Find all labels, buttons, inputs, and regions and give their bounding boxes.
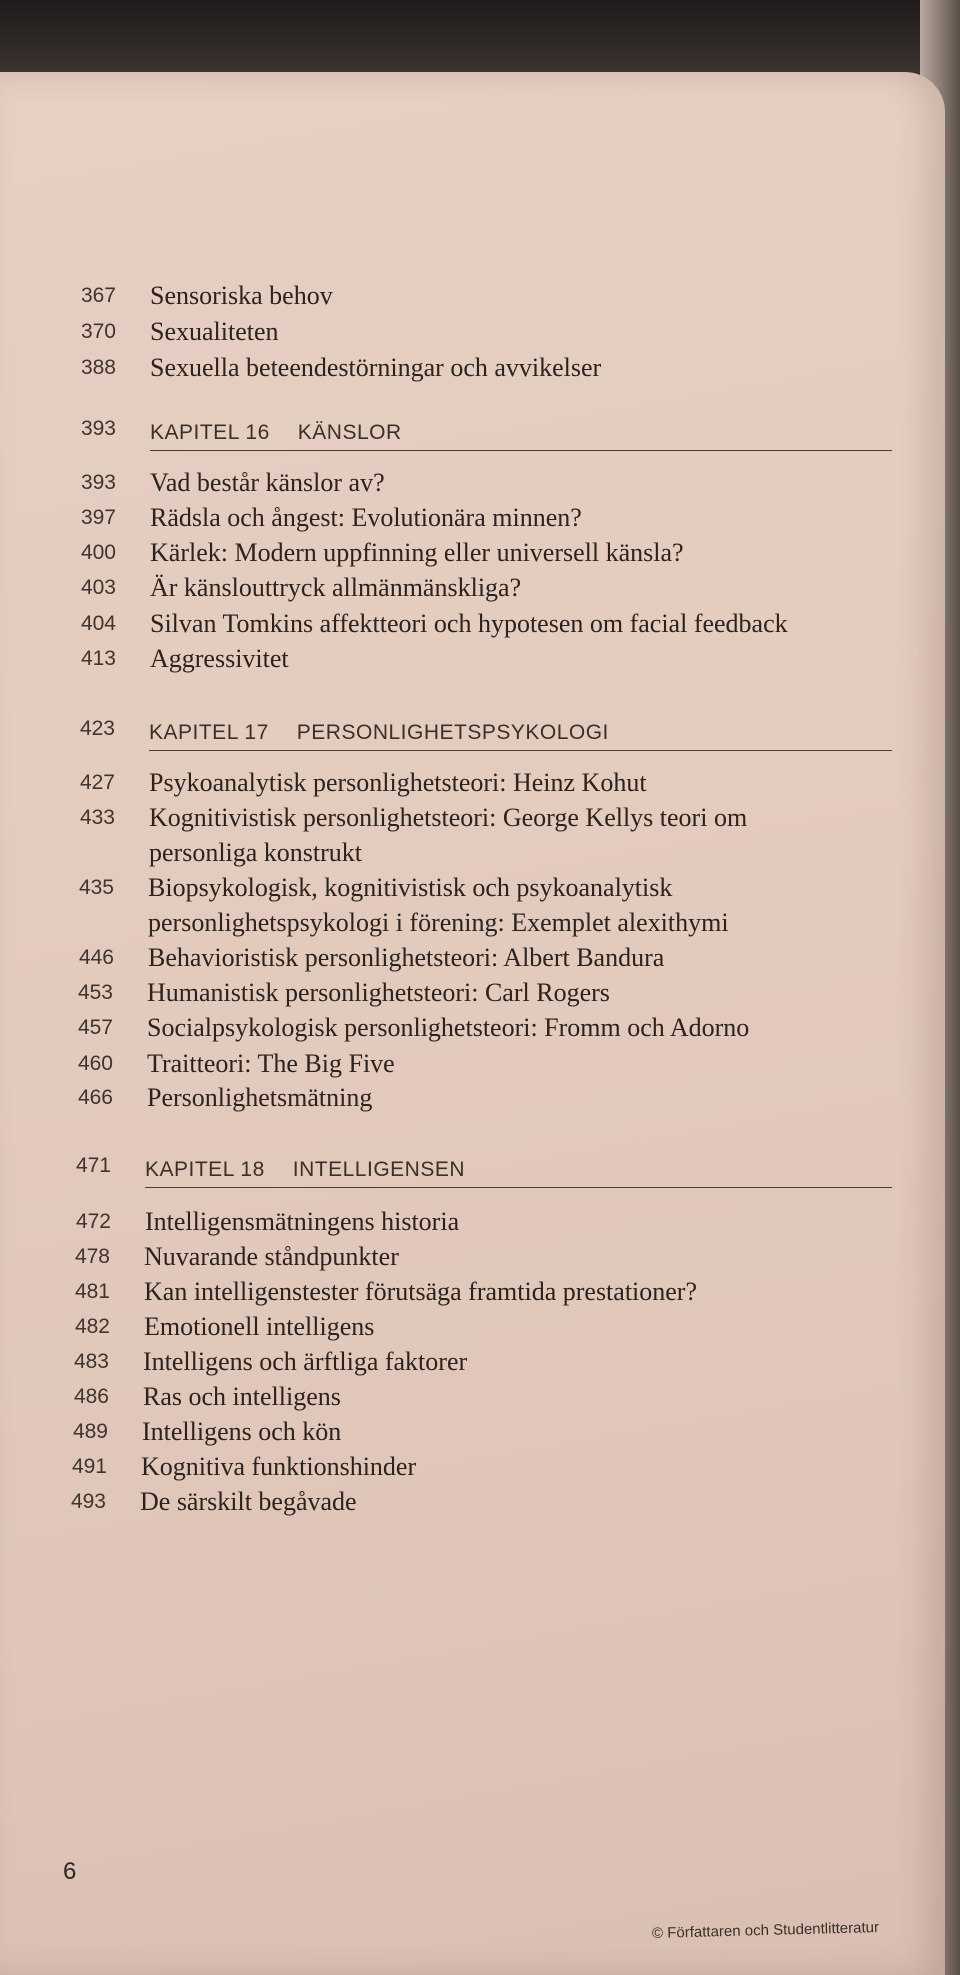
chapter-name: PERSONLIGHETSPSYKOLOGI (296, 721, 609, 744)
toc-page-number: 481 (74, 1280, 110, 1303)
toc-page-number: 435 (78, 876, 114, 899)
toc-entry-line: Kognitivistisk personlighetsteori: George Kellys teori om (149, 803, 748, 832)
toc-entry-title (142, 1414, 341, 1449)
toc-entry-title (147, 1046, 395, 1081)
toc-entry-line: personliga konstrukt (149, 838, 363, 867)
toc-entry-line: Sensoriska behov (150, 281, 333, 310)
toc-page-number: 493 (70, 1490, 106, 1513)
toc-entry-line: Traitteori: The Big Five (147, 1049, 395, 1078)
toc-entry-title (148, 870, 729, 940)
toc-entry-title (150, 350, 601, 385)
toc-entry-line: Silvan Tomkins affektteori och hypotesen om facial feedback (150, 609, 788, 638)
toc-entry-title (147, 1080, 372, 1115)
toc-page-number: 400 (80, 541, 116, 564)
chapter-label: KAPITEL 16 (150, 421, 270, 444)
toc-entry-title (147, 1010, 749, 1045)
toc-entry-line: Humanistisk personlighetsteori: Carl Rogers (147, 978, 610, 1007)
toc-entry-line: Personlighetsmätning (147, 1083, 373, 1112)
toc-entry-line: personlighetspsykologi i förening: Exemplet alexithymi (148, 908, 729, 937)
toc-page-number: 404 (80, 612, 116, 635)
toc-page-number: 483 (73, 1350, 109, 1373)
toc-page-number: 457 (77, 1016, 113, 1039)
toc-page-number: 393 (80, 417, 116, 440)
toc-page-number: 486 (73, 1385, 109, 1408)
toc-entry-title (150, 314, 279, 349)
toc-entry-title (150, 535, 684, 570)
page-number: 6 (63, 1858, 77, 1885)
toc-entry-title (149, 765, 647, 800)
toc-page-number: 453 (77, 981, 113, 1004)
toc-entry-title (143, 1344, 467, 1379)
toc-entry-line: Kognitiva funktionshinder (141, 1452, 417, 1481)
chapter-title (149, 715, 609, 750)
toc-page-number: 482 (74, 1315, 110, 1338)
chapter-name: INTELLIGENSEN (292, 1158, 466, 1181)
toc-entry-line: Sexuella beteendestörningar och avvikelser (150, 353, 602, 382)
toc-entry-title (144, 1274, 697, 1309)
chapter-divider (145, 1187, 892, 1188)
toc-entry-line: Intelligensmätningens historia (145, 1207, 460, 1236)
toc-entry-line: Nuvarande ståndpunkter (144, 1242, 399, 1271)
toc-entry-line: De särskilt begåvade (140, 1487, 357, 1516)
toc-entry-line: Emotionell intelligens (144, 1312, 375, 1341)
toc-entry-title (148, 940, 664, 975)
toc-page-number: 472 (75, 1210, 111, 1233)
toc-entry-line: Psykoanalytisk personlighetsteori: Heinz Kohut (149, 768, 647, 797)
toc-entry-line: Ras och intelligens (143, 1382, 341, 1411)
toc-entry-line: Intelligens och kön (142, 1417, 342, 1446)
toc-page-number: 489 (72, 1420, 108, 1443)
toc-page-number: 466 (77, 1086, 113, 1109)
toc-entry-title (144, 1309, 374, 1344)
toc-page-number: 478 (74, 1245, 110, 1268)
chapter-title (150, 415, 402, 450)
toc-entry-title (140, 1484, 357, 1519)
toc-page-number: 471 (75, 1154, 111, 1177)
toc-entry-line: Sexualiteten (150, 317, 279, 346)
toc-entry-line: Socialpsykologisk personlighetsteori: Fromm och Adorno (147, 1013, 750, 1042)
toc-page-number: 423 (79, 717, 115, 740)
toc-entry-line: Behavioristisk personlighetsteori: Albert Bandura (148, 943, 665, 972)
toc-entry-line: Intelligens och ärftliga faktorer (143, 1347, 468, 1376)
toc-entry-title (150, 570, 521, 605)
toc-page-number: 413 (80, 647, 116, 670)
toc-page-number: 433 (79, 806, 115, 829)
toc-page-number: 427 (79, 771, 115, 794)
toc-page-number: 370 (80, 320, 116, 343)
toc-entry-line: Aggressivitet (150, 644, 289, 673)
toc-page-number: 388 (80, 356, 116, 379)
toc-entry-line: Kärlek: Modern uppfinning eller universell känsla? (150, 538, 684, 567)
chapter-divider (149, 750, 892, 751)
toc-entry-title (141, 1449, 416, 1484)
toc-page-number: 397 (80, 506, 116, 529)
toc-entry-title (144, 1239, 399, 1274)
toc-entry-title (150, 278, 333, 313)
toc-entry-title (145, 1204, 459, 1239)
toc-entry-title (150, 641, 289, 676)
toc-entry-line: Biopsykologisk, kognitivistisk och psykoanalytisk (148, 873, 673, 902)
toc-page-number: 367 (80, 284, 116, 307)
toc-entry-title (150, 465, 385, 500)
toc-entry-title (150, 500, 582, 535)
toc-page-number: 393 (80, 471, 116, 494)
toc-page-number: 460 (77, 1052, 113, 1075)
chapter-title (145, 1152, 465, 1187)
chapter-divider (150, 450, 892, 451)
toc-page-number: 446 (78, 946, 114, 969)
toc-entry-title (149, 800, 747, 870)
toc-entry-line: Rädsla och ångest: Evolutionära minnen? (150, 503, 582, 532)
chapter-label: KAPITEL 18 (145, 1158, 265, 1181)
toc-entry-title (150, 606, 788, 641)
chapter-label: KAPITEL 17 (149, 721, 269, 744)
chapter-name: KÄNSLOR (297, 421, 402, 444)
toc-entry-line: Är känslouttryck allmänmänskliga? (150, 573, 522, 602)
book-page (0, 72, 945, 1975)
toc-entry-title (147, 975, 610, 1010)
toc-entry-line: Vad består känslor av? (150, 468, 385, 497)
toc-page-number: 403 (80, 576, 116, 599)
toc-page-number: 491 (71, 1455, 107, 1478)
toc-entry-line: Kan intelligenstester förutsäga framtida prestationer? (144, 1277, 698, 1306)
copyright-notice: © Författaren och Studentlitteratur (651, 1919, 880, 1942)
toc-entry-title (143, 1379, 341, 1414)
